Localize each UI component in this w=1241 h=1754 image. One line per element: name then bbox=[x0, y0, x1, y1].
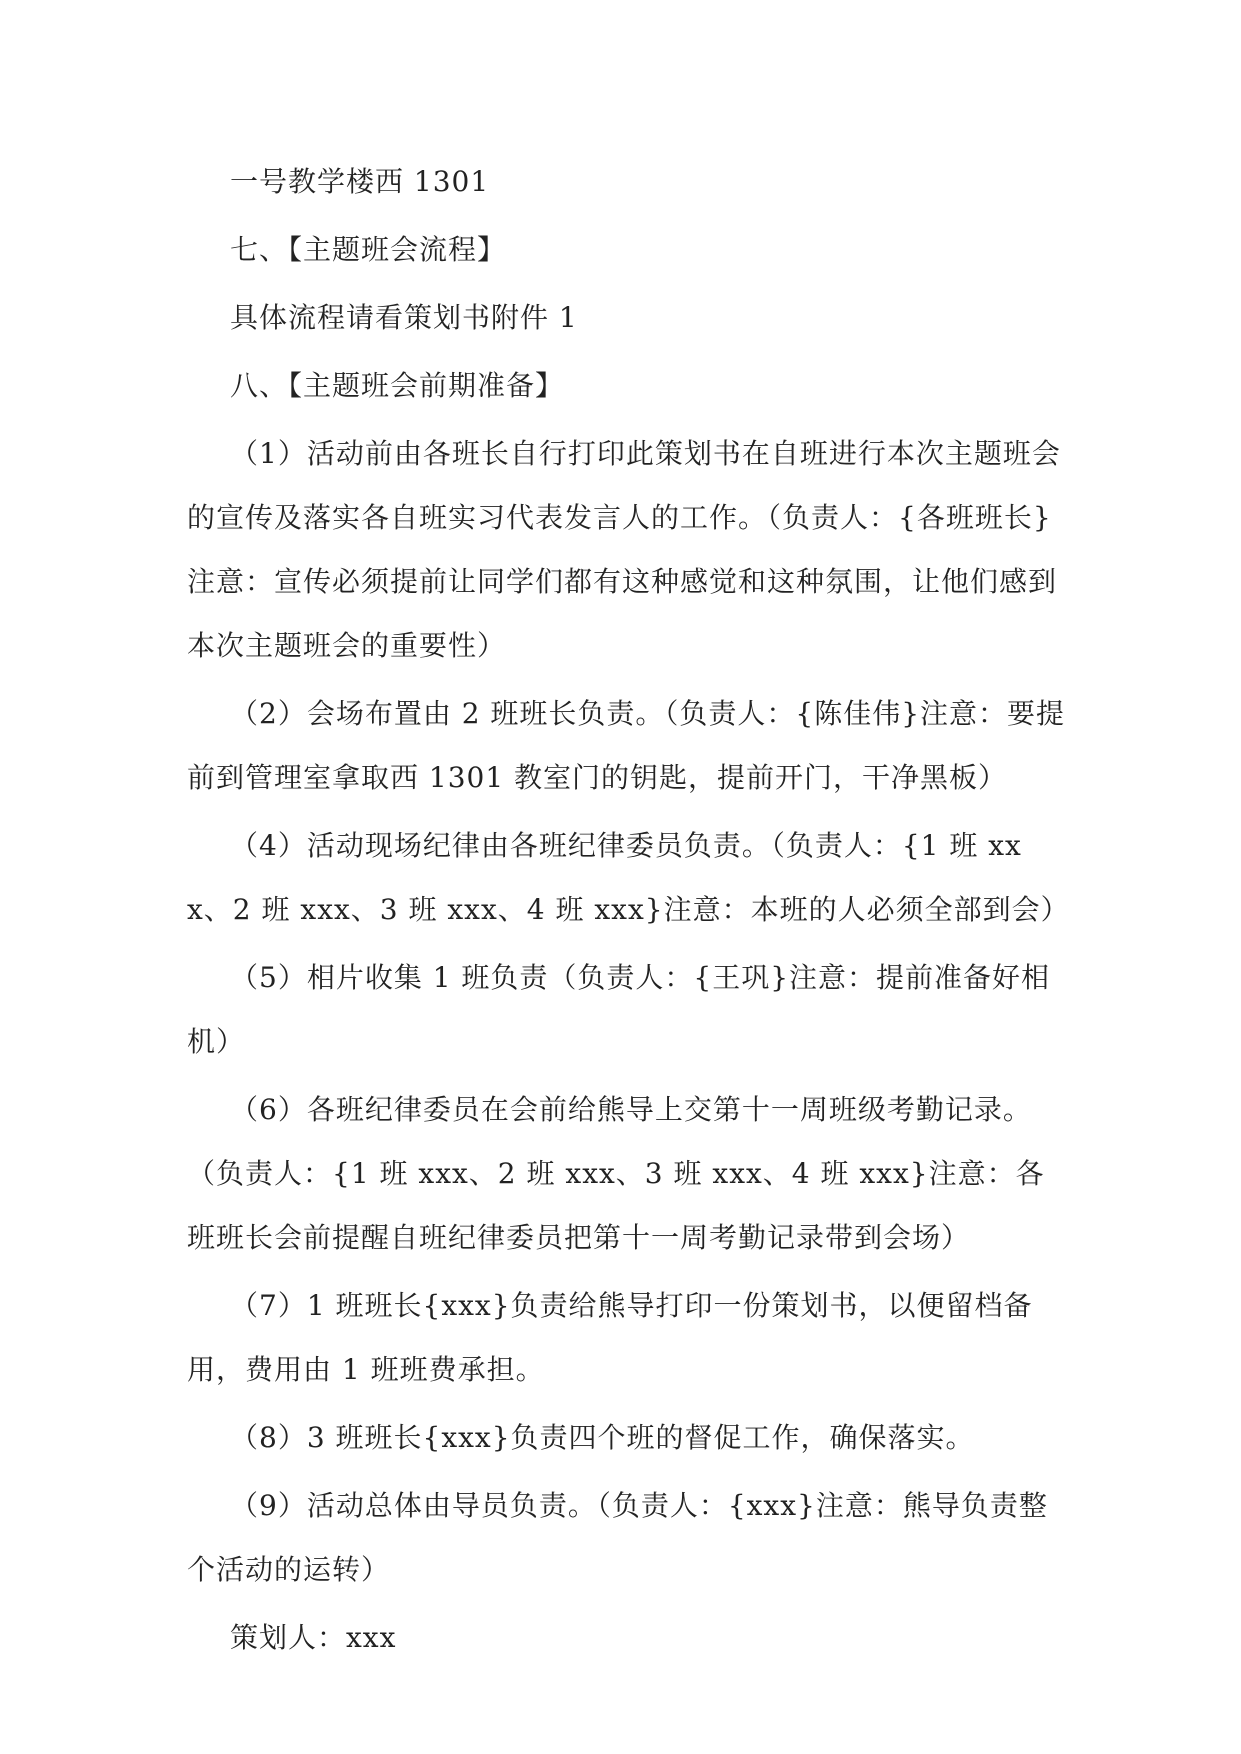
venue-line: 一号教学楼西 1301 bbox=[230, 165, 490, 198]
planner-signature-line: 策划人：xxx bbox=[230, 1621, 397, 1654]
prep-item-6: （6）各班纪律委员在会前给熊导上交第十一周班级考勤记录。（负责人：{1 班 xxx、2 班 xxx、3 班 xxx、4 班 xxx}注意：各班班长会前提醒自班纪律委员把第十一周考勤记录带到会场） bbox=[187, 1093, 1045, 1254]
flow-reference-line: 具体流程请看策划书附件 1 bbox=[230, 301, 578, 334]
prep-item-4: （4）活动现场纪律由各班纪律委员负责。（负责人：{1 班 xxx、2 班 xxx、3 班 xxx、4 班 xxx}注意：本班的人必须全部到会） bbox=[187, 829, 1070, 926]
prep-item-5: （5）相片收集 1 班负责（负责人：{王巩}注意：提前准备好相机） bbox=[187, 961, 1051, 1058]
section-heading-7: 七、【主题班会流程】 bbox=[230, 233, 507, 266]
prep-item-7: （7）1 班班长{xxx}负责给熊导打印一份策划书，以便留档备用，费用由 1 班班费承担。 bbox=[187, 1289, 1033, 1386]
document-body bbox=[187, 150, 1070, 1674]
prep-item-8: （8）3 班班长{xxx}负责四个班的督促工作，确保落实。 bbox=[230, 1421, 975, 1454]
prep-item-2: （2）会场布置由 2 班班长负责。（负责人：{陈佳伟}注意：要提前到管理室拿取西 1301 教室门的钥匙，提前开门，干净黑板） bbox=[187, 697, 1066, 794]
prep-item-1: （1）活动前由各班长自行打印此策划书在自班进行本次主题班会的宣传及落实各自班实习代表发言人的工作。（负责人：{各班班长} 注意：宣传必须提前让同学们都有这种感觉和这种氛围，让他们感到本次主题班会的重要性） bbox=[187, 437, 1062, 662]
section-heading-8: 八、【主题班会前期准备】 bbox=[230, 369, 565, 402]
prep-item-9: （9）活动总体由导员负责。（负责人：{xxx}注意：熊导负责整个活动的运转） bbox=[187, 1489, 1048, 1586]
